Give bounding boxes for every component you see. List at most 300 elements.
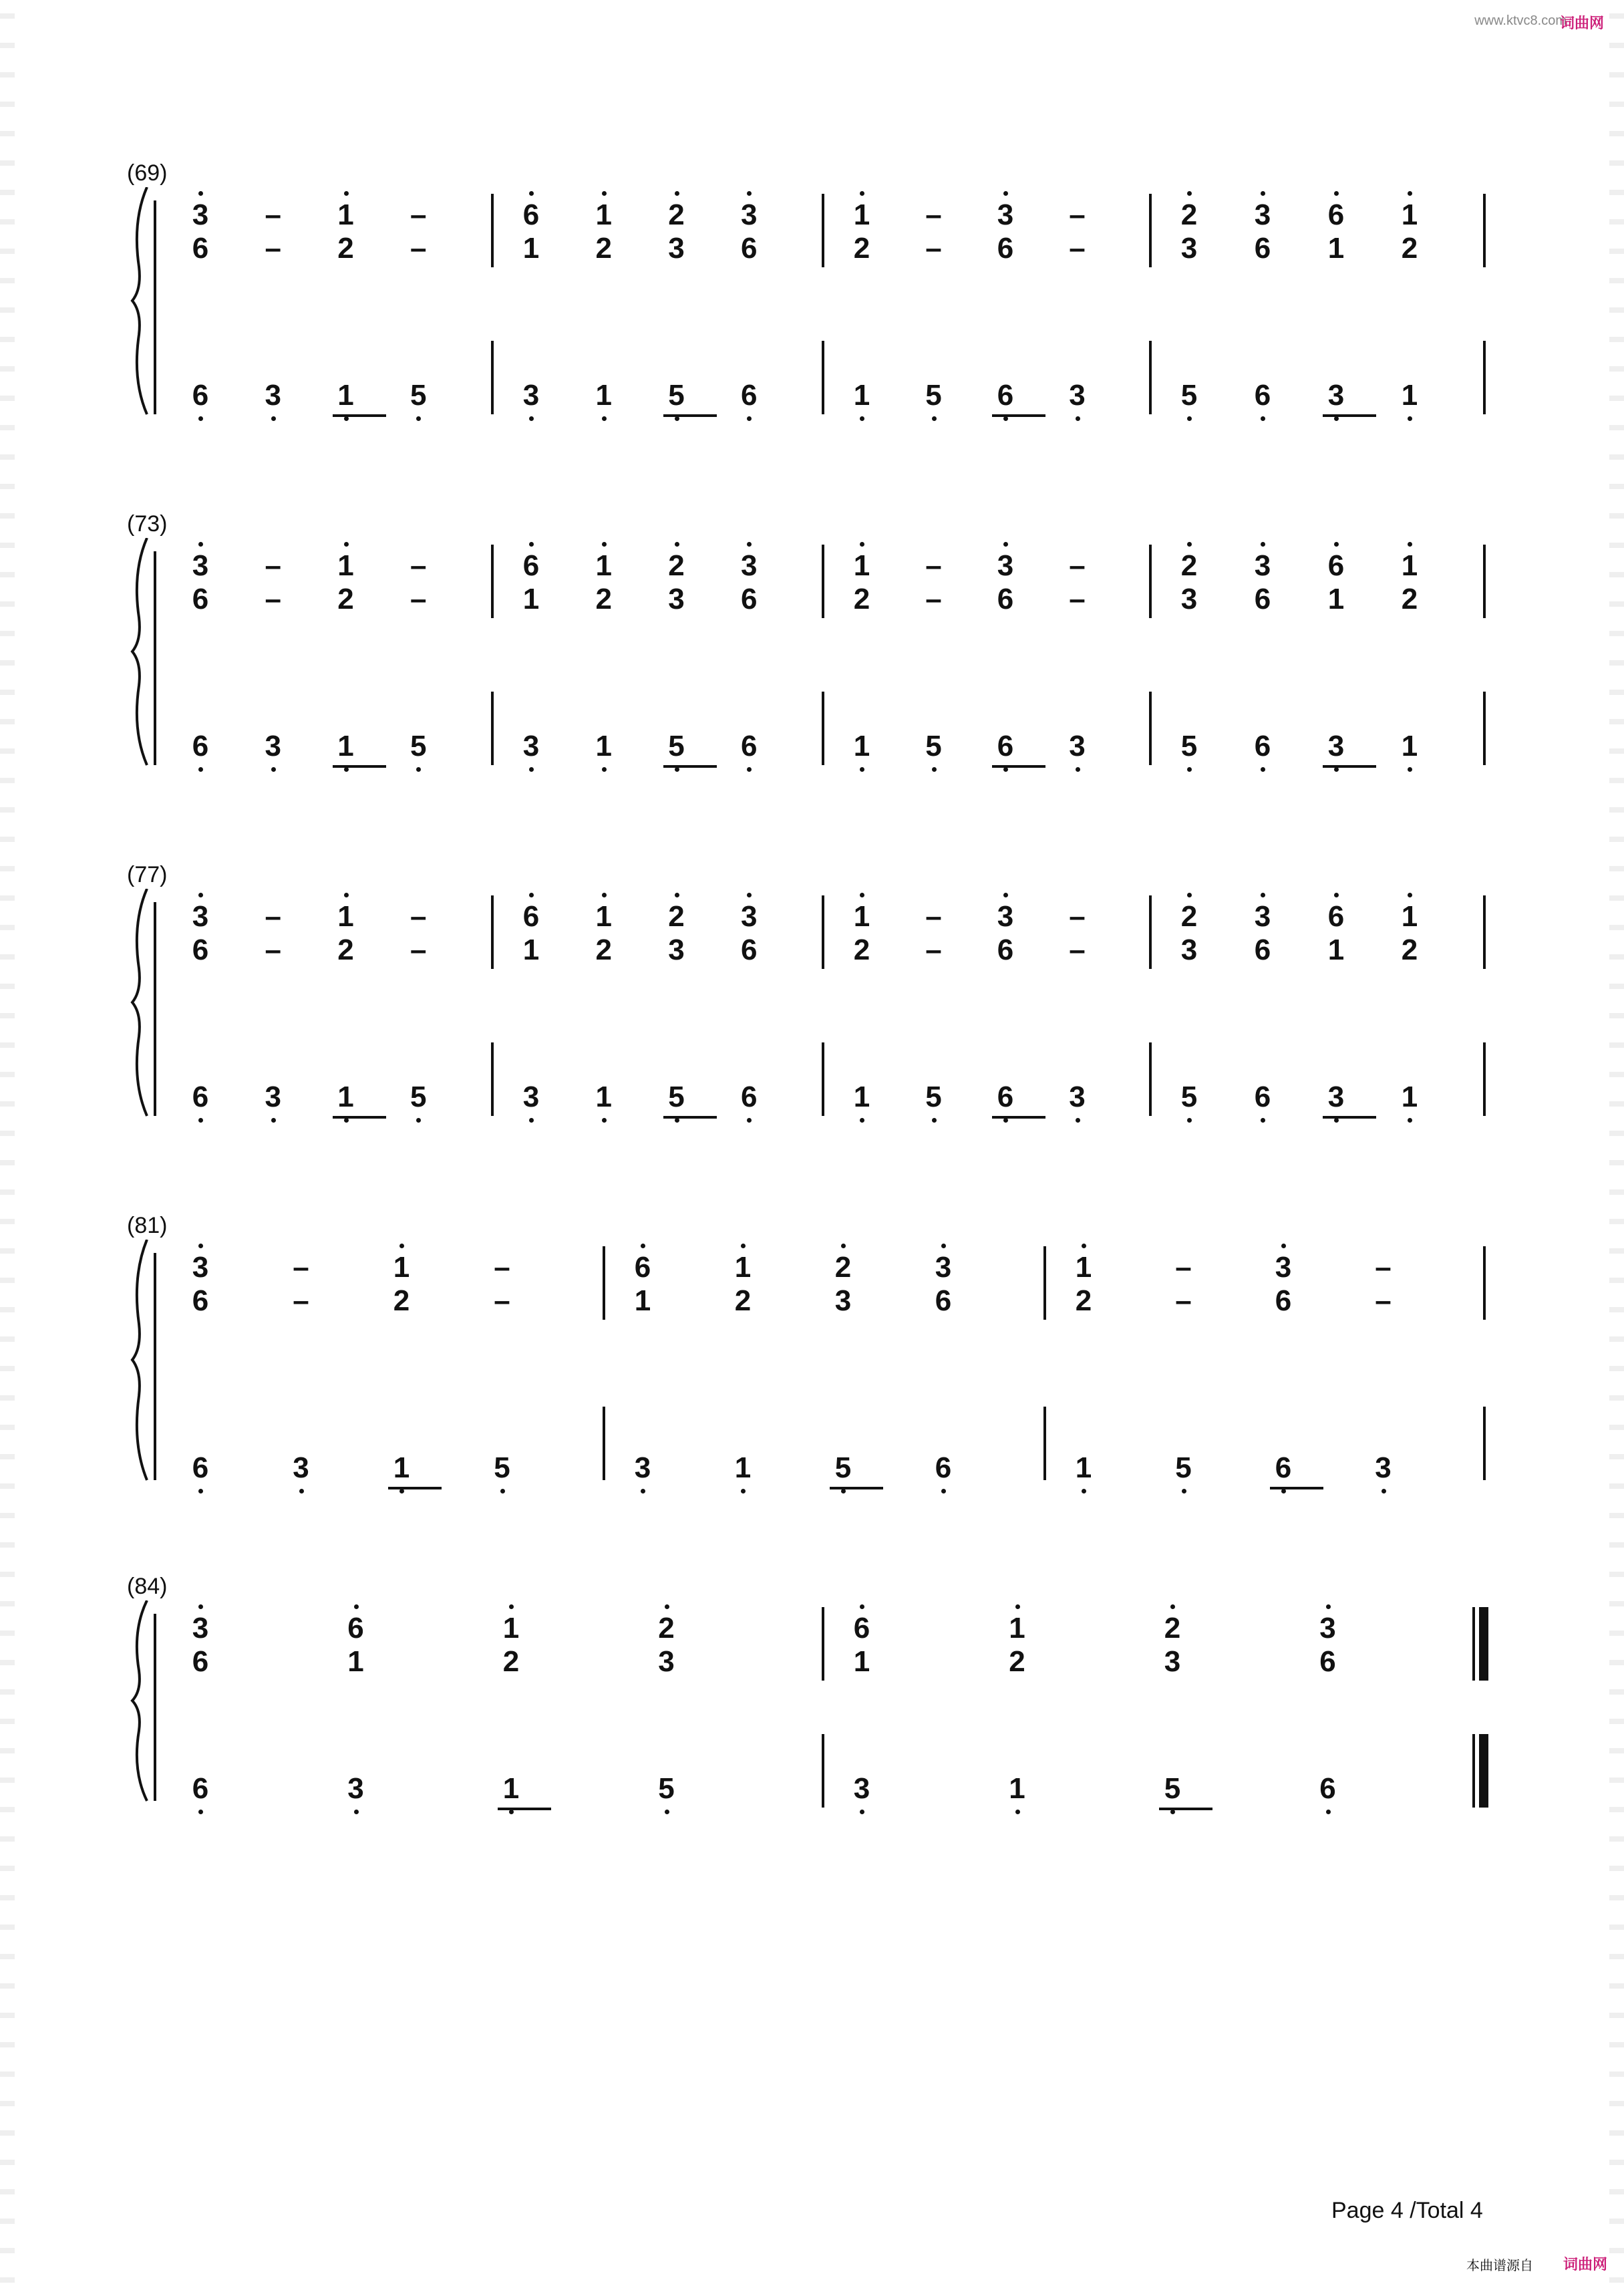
treble-note: 3 xyxy=(834,1284,852,1317)
octave-dot xyxy=(665,1810,669,1814)
system xyxy=(127,1213,1490,1493)
bass-note: 5 xyxy=(405,732,432,761)
treble-note: 1 xyxy=(848,551,875,581)
octave-dot xyxy=(860,542,864,547)
octave-dot xyxy=(675,542,679,547)
octave-dot xyxy=(1408,893,1412,897)
eighth-beam xyxy=(1270,1487,1323,1489)
treble-note: 6 xyxy=(192,1645,209,1678)
octave-dot xyxy=(747,893,752,897)
treble-note: – xyxy=(1175,1284,1192,1317)
page-indicator: Page 4 /Total 4 xyxy=(1331,2198,1483,2223)
octave-dot xyxy=(198,1489,203,1493)
octave-dot xyxy=(941,1244,946,1248)
treble-note: 1 xyxy=(591,200,617,230)
treble-note: 1 xyxy=(1327,934,1345,966)
barline xyxy=(1483,895,1486,969)
octave-dot xyxy=(529,767,534,772)
bass-note: 6 xyxy=(187,1083,214,1112)
bass-note: 6 xyxy=(1249,381,1276,410)
treble-note: 1 xyxy=(347,1645,364,1678)
octave-dot xyxy=(1003,542,1008,547)
system-start-barline xyxy=(154,200,156,414)
treble-note: – xyxy=(265,900,281,933)
source-credit: 本曲谱源自 xyxy=(1466,2259,1533,2273)
barline xyxy=(822,545,824,618)
octave-dot xyxy=(1187,893,1192,897)
system xyxy=(127,1574,1490,1814)
treble-note: 2 xyxy=(1159,1614,1186,1643)
octave-dot xyxy=(1015,1604,1020,1609)
octave-dot xyxy=(509,1604,514,1609)
treble-note: 6 xyxy=(741,934,758,966)
octave-dot xyxy=(860,767,864,772)
treble-note: 2 xyxy=(1176,200,1202,230)
treble-note: 2 xyxy=(734,1284,752,1317)
octave-dot xyxy=(1334,893,1339,897)
treble-note: 6 xyxy=(192,1284,209,1317)
grand-staff-brace xyxy=(127,1600,154,1814)
final-barline xyxy=(1472,1734,1475,1808)
octave-dot xyxy=(602,893,607,897)
measure-number: (69) xyxy=(127,160,168,186)
site-logo: 词曲网 xyxy=(1559,15,1604,31)
treble-note: 6 xyxy=(1254,583,1271,615)
bass-note: 3 xyxy=(518,381,544,410)
octave-dot xyxy=(198,893,203,897)
treble-note: – xyxy=(410,900,427,933)
bass-note: 5 xyxy=(405,1083,432,1112)
octave-dot xyxy=(1261,416,1265,421)
treble-note: – xyxy=(265,232,281,265)
bass-note: 6 xyxy=(930,1453,957,1483)
octave-dot xyxy=(741,1244,746,1248)
barline xyxy=(1483,1407,1486,1480)
octave-dot xyxy=(1334,767,1339,772)
barline xyxy=(1483,1246,1486,1320)
system-start-barline xyxy=(154,902,156,1116)
bass-note: 1 xyxy=(333,381,359,410)
barline xyxy=(822,1607,824,1681)
bass-note: 1 xyxy=(848,732,875,761)
treble-note: 1 xyxy=(591,551,617,581)
treble-note: 1 xyxy=(1004,1614,1031,1643)
treble-note: 2 xyxy=(853,232,870,265)
barline xyxy=(1043,1407,1046,1480)
treble-note: 1 xyxy=(1070,1253,1097,1282)
octave-dot xyxy=(1408,767,1412,772)
final-barline-thick xyxy=(1479,1734,1488,1808)
treble-note: 3 xyxy=(1180,934,1198,966)
octave-dot xyxy=(299,1489,304,1493)
treble-note: 1 xyxy=(522,583,540,615)
treble-note: 6 xyxy=(1323,551,1349,581)
barline xyxy=(1043,1246,1046,1320)
treble-note: – xyxy=(1069,232,1086,265)
octave-dot xyxy=(932,416,937,421)
octave-dot xyxy=(344,767,349,772)
treble-note: – xyxy=(1069,198,1086,231)
treble-note: 3 xyxy=(736,902,762,932)
barline xyxy=(1149,895,1152,969)
octave-dot xyxy=(675,893,679,897)
octave-dot xyxy=(1408,1118,1412,1123)
eighth-beam xyxy=(663,1116,717,1119)
octave-dot xyxy=(198,416,203,421)
treble-note: 3 xyxy=(736,551,762,581)
bass-note: 5 xyxy=(663,1083,690,1112)
treble-note: 3 xyxy=(930,1253,957,1282)
eighth-beam xyxy=(663,765,717,768)
octave-dot xyxy=(747,191,752,196)
bass-note: 1 xyxy=(1396,1083,1423,1112)
treble-note: – xyxy=(265,934,281,966)
octave-dot xyxy=(860,893,864,897)
barline xyxy=(1149,1042,1152,1116)
treble-note: 3 xyxy=(1249,200,1276,230)
eighth-beam xyxy=(663,414,717,417)
treble-note: 1 xyxy=(729,1253,756,1282)
treble-note: 6 xyxy=(518,902,544,932)
bass-note: 3 xyxy=(260,732,287,761)
treble-note: 6 xyxy=(1254,934,1271,966)
bass-note: 1 xyxy=(388,1453,415,1483)
octave-dot xyxy=(529,1118,534,1123)
treble-note: 1 xyxy=(522,934,540,966)
treble-note: 1 xyxy=(498,1614,524,1643)
treble-note: 6 xyxy=(741,583,758,615)
octave-dot xyxy=(271,767,276,772)
octave-dot xyxy=(198,1244,203,1248)
barline xyxy=(491,341,494,414)
octave-dot xyxy=(1326,1810,1331,1814)
treble-note: 2 xyxy=(1401,583,1418,615)
barline xyxy=(822,341,824,414)
octave-dot xyxy=(1187,191,1192,196)
treble-note: 2 xyxy=(1075,1284,1092,1317)
barline xyxy=(603,1407,605,1480)
treble-note: 2 xyxy=(1009,1645,1025,1678)
octave-dot xyxy=(198,1118,203,1123)
octave-dot xyxy=(198,1604,203,1609)
barline xyxy=(491,1042,494,1116)
measure-number: (81) xyxy=(127,1213,168,1238)
system xyxy=(127,160,1490,428)
bass-note: 1 xyxy=(591,381,617,410)
octave-dot xyxy=(841,1244,846,1248)
treble-note: 2 xyxy=(595,583,612,615)
bass-note: 3 xyxy=(343,1774,369,1804)
treble-note: – xyxy=(1375,1284,1392,1317)
treble-note: 1 xyxy=(1327,583,1345,615)
eighth-beam xyxy=(333,1116,386,1119)
barline xyxy=(822,1042,824,1116)
treble-note: 1 xyxy=(388,1253,415,1282)
treble-note: 2 xyxy=(830,1253,856,1282)
bass-note: 6 xyxy=(1249,732,1276,761)
treble-note: – xyxy=(293,1251,309,1284)
treble-note: – xyxy=(265,198,281,231)
octave-dot xyxy=(747,542,752,547)
eighth-beam xyxy=(498,1808,551,1810)
bass-note: 5 xyxy=(1159,1774,1186,1804)
barline xyxy=(491,692,494,765)
bass-note: 3 xyxy=(1370,1453,1397,1483)
octave-dot xyxy=(665,1604,669,1609)
system-start-barline xyxy=(154,1614,156,1801)
bass-note: 3 xyxy=(1323,381,1349,410)
bass-note: 1 xyxy=(333,732,359,761)
treble-note: 3 xyxy=(1180,583,1198,615)
octave-dot xyxy=(1003,416,1008,421)
treble-note: 2 xyxy=(502,1645,520,1678)
octave-dot xyxy=(1334,1118,1339,1123)
bass-note: 3 xyxy=(518,1083,544,1112)
treble-note: 6 xyxy=(518,200,544,230)
octave-dot xyxy=(1170,1810,1175,1814)
octave-dot xyxy=(354,1604,359,1609)
octave-dot xyxy=(1076,1118,1080,1123)
octave-dot xyxy=(529,542,534,547)
octave-dot xyxy=(344,1118,349,1123)
treble-note: – xyxy=(494,1251,510,1284)
treble-note: – xyxy=(1069,583,1086,615)
grand-staff-brace xyxy=(127,538,154,778)
treble-note: 1 xyxy=(333,902,359,932)
treble-note: 2 xyxy=(337,583,354,615)
treble-note: – xyxy=(1069,934,1086,966)
octave-dot xyxy=(1187,1118,1192,1123)
octave-dot xyxy=(1408,416,1412,421)
octave-dot xyxy=(602,542,607,547)
eighth-beam xyxy=(1323,1116,1376,1119)
left-watermark-strip xyxy=(0,0,15,2284)
eighth-beam xyxy=(388,1487,442,1489)
system-start-barline xyxy=(154,1253,156,1480)
octave-dot xyxy=(675,191,679,196)
octave-dot xyxy=(529,416,534,421)
final-barline-thick xyxy=(1479,1607,1488,1681)
octave-dot xyxy=(1187,542,1192,547)
treble-note: 1 xyxy=(1396,902,1423,932)
treble-note: 3 xyxy=(187,1253,214,1282)
octave-dot xyxy=(529,191,534,196)
bass-note: 6 xyxy=(1315,1774,1341,1804)
bass-note: 5 xyxy=(1170,1453,1197,1483)
bass-note: 3 xyxy=(848,1774,875,1804)
bass-note: 6 xyxy=(187,1453,214,1483)
octave-dot xyxy=(1382,1489,1386,1493)
treble-note: 6 xyxy=(997,583,1014,615)
eighth-beam xyxy=(830,1487,883,1489)
bass-note: 1 xyxy=(729,1453,756,1483)
treble-note: – xyxy=(494,1284,510,1317)
treble-note: 3 xyxy=(187,551,214,581)
octave-dot xyxy=(747,1118,752,1123)
treble-note: 1 xyxy=(853,1645,870,1678)
treble-note: 6 xyxy=(935,1284,952,1317)
treble-note: 6 xyxy=(192,232,209,265)
octave-dot xyxy=(941,1489,946,1493)
bass-note: 5 xyxy=(489,1453,516,1483)
octave-dot xyxy=(344,893,349,897)
octave-dot xyxy=(1015,1810,1020,1814)
barline xyxy=(822,194,824,267)
bass-note: 3 xyxy=(1064,381,1091,410)
barline xyxy=(1483,545,1486,618)
bass-note: 3 xyxy=(1064,732,1091,761)
treble-note: 6 xyxy=(1323,902,1349,932)
treble-note: 3 xyxy=(1315,1614,1341,1643)
treble-note: – xyxy=(925,549,942,582)
treble-note: 6 xyxy=(343,1614,369,1643)
treble-note: 3 xyxy=(187,1614,214,1643)
octave-dot xyxy=(1182,1489,1186,1493)
octave-dot xyxy=(198,542,203,547)
treble-note: 3 xyxy=(736,200,762,230)
treble-note: – xyxy=(925,198,942,231)
eighth-beam xyxy=(992,1116,1045,1119)
octave-dot xyxy=(1003,767,1008,772)
octave-dot xyxy=(399,1489,404,1493)
octave-dot xyxy=(1076,767,1080,772)
treble-note: 3 xyxy=(1249,551,1276,581)
treble-note: 6 xyxy=(1319,1645,1336,1678)
bass-note: 5 xyxy=(830,1453,856,1483)
bass-note: 1 xyxy=(848,1083,875,1112)
grand-staff-brace xyxy=(127,1240,154,1493)
treble-note: 3 xyxy=(668,583,685,615)
octave-dot xyxy=(860,1810,864,1814)
octave-dot xyxy=(860,1604,864,1609)
octave-dot xyxy=(1334,416,1339,421)
octave-dot xyxy=(932,767,937,772)
treble-note: 1 xyxy=(333,200,359,230)
barline xyxy=(1149,341,1152,414)
treble-note: 2 xyxy=(393,1284,410,1317)
octave-dot xyxy=(841,1489,846,1493)
octave-dot xyxy=(641,1244,645,1248)
octave-dot xyxy=(860,416,864,421)
bass-note: 3 xyxy=(1323,732,1349,761)
treble-note: 3 xyxy=(992,902,1019,932)
bass-note: 3 xyxy=(1323,1083,1349,1112)
right-watermark-strip xyxy=(1609,0,1624,2284)
bass-note: 5 xyxy=(663,381,690,410)
bass-note: 3 xyxy=(260,381,287,410)
treble-note: 2 xyxy=(853,583,870,615)
treble-note: 2 xyxy=(337,934,354,966)
octave-dot xyxy=(509,1810,514,1814)
octave-dot xyxy=(416,1118,421,1123)
treble-note: 2 xyxy=(663,551,690,581)
octave-dot xyxy=(932,1118,937,1123)
octave-dot xyxy=(344,191,349,196)
treble-note: 3 xyxy=(1270,1253,1297,1282)
treble-note: 2 xyxy=(653,1614,680,1643)
bass-note: 3 xyxy=(260,1083,287,1112)
octave-dot xyxy=(1408,191,1412,196)
bass-note: 6 xyxy=(992,381,1019,410)
bass-note: 5 xyxy=(663,732,690,761)
octave-dot xyxy=(1281,1244,1286,1248)
bass-note: 3 xyxy=(518,732,544,761)
octave-dot xyxy=(198,1810,203,1814)
bass-note: 1 xyxy=(1004,1774,1031,1804)
octave-dot xyxy=(1003,893,1008,897)
treble-note: 2 xyxy=(1401,934,1418,966)
octave-dot xyxy=(416,767,421,772)
barline xyxy=(1149,194,1152,267)
octave-dot xyxy=(860,191,864,196)
octave-dot xyxy=(529,893,534,897)
treble-note: 1 xyxy=(1396,200,1423,230)
treble-note: 3 xyxy=(1180,232,1198,265)
treble-note: 2 xyxy=(1401,232,1418,265)
bass-note: 1 xyxy=(1070,1453,1097,1483)
treble-note: 2 xyxy=(1176,551,1202,581)
barline xyxy=(822,692,824,765)
barline xyxy=(491,895,494,969)
treble-note: 6 xyxy=(192,583,209,615)
octave-dot xyxy=(602,1118,607,1123)
treble-note: 3 xyxy=(187,200,214,230)
octave-dot xyxy=(1326,1604,1331,1609)
barline xyxy=(1483,1042,1486,1116)
treble-note: 3 xyxy=(1164,1645,1181,1678)
treble-note: 1 xyxy=(1396,551,1423,581)
bass-note: 5 xyxy=(653,1774,680,1804)
brand-logo: 词曲网 xyxy=(1563,2256,1608,2273)
barline xyxy=(1483,194,1486,267)
site-url: www.ktvc8.com xyxy=(1474,13,1567,28)
bass-note: 6 xyxy=(736,732,762,761)
grand-staff-brace xyxy=(127,187,154,428)
octave-dot xyxy=(675,416,679,421)
eighth-beam xyxy=(1159,1808,1212,1810)
treble-note: 1 xyxy=(522,232,540,265)
octave-dot xyxy=(354,1810,359,1814)
octave-dot xyxy=(1408,542,1412,547)
treble-note: – xyxy=(410,232,427,265)
barline xyxy=(491,545,494,618)
bass-note: 1 xyxy=(1396,381,1423,410)
bass-note: 6 xyxy=(1270,1453,1297,1483)
treble-note: 2 xyxy=(595,232,612,265)
octave-dot xyxy=(1003,1118,1008,1123)
octave-dot xyxy=(500,1489,505,1493)
bass-note: 5 xyxy=(1176,732,1202,761)
octave-dot xyxy=(860,1118,864,1123)
system-start-barline xyxy=(154,551,156,765)
octave-dot xyxy=(1082,1244,1086,1248)
treble-note: 6 xyxy=(997,934,1014,966)
octave-dot xyxy=(1281,1489,1286,1493)
treble-note: 3 xyxy=(187,902,214,932)
octave-dot xyxy=(675,1118,679,1123)
bass-note: 6 xyxy=(992,1083,1019,1112)
octave-dot xyxy=(271,416,276,421)
treble-note: 6 xyxy=(1254,232,1271,265)
bass-note: 5 xyxy=(921,1083,947,1112)
treble-note: 6 xyxy=(997,232,1014,265)
octave-dot xyxy=(675,767,679,772)
octave-dot xyxy=(741,1489,746,1493)
treble-note: 6 xyxy=(741,232,758,265)
barline xyxy=(1149,692,1152,765)
system xyxy=(127,862,1490,1129)
barline xyxy=(1149,545,1152,618)
